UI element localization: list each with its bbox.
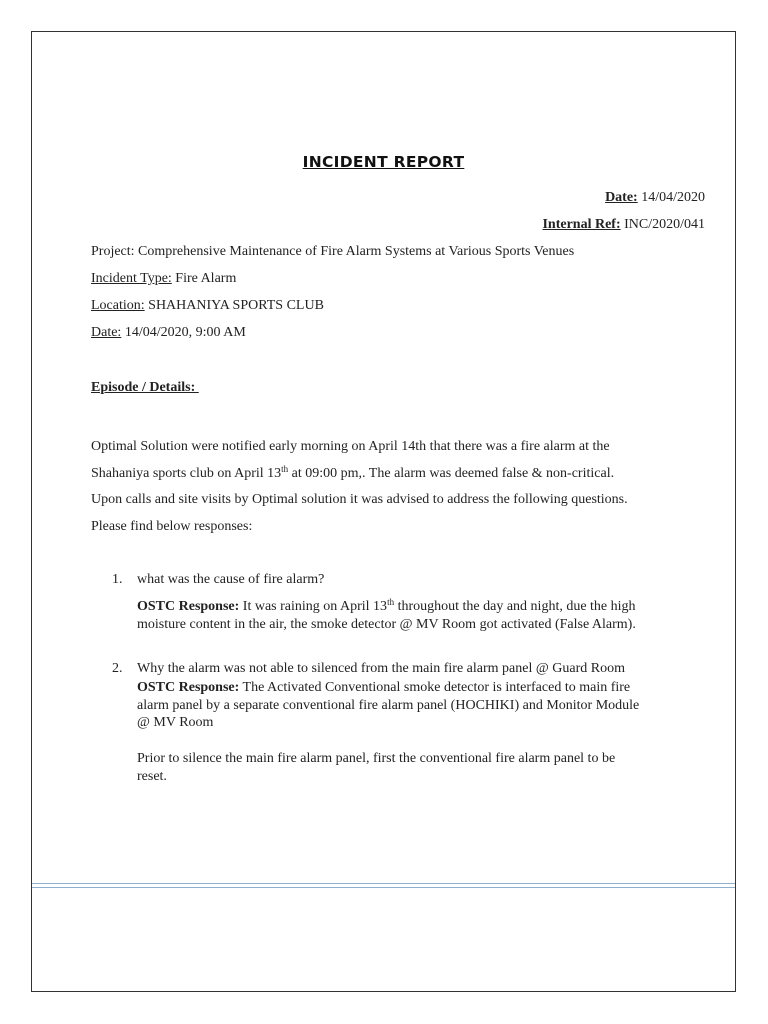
response-line: @ MV Room [137, 715, 214, 730]
location [91, 298, 324, 314]
section-heading: Episode / Details: [91, 380, 199, 395]
response-line: Prior to silence the main fire alarm panel, first the conventional fire alarm panel to be [137, 751, 616, 766]
para-line: Upon calls and site visits by Optimal solution it was advised to address the following questions. [91, 492, 628, 507]
incident-date-value: 14/04/2020, 9:00 AM [124, 325, 246, 340]
internal-ref [542, 217, 705, 233]
response-line: reset. [137, 768, 167, 784]
response-text: throughout the day and night, due the high [394, 599, 636, 614]
response-text: It was raining on April 13 [239, 599, 388, 614]
para-text: Shahaniya sports club on April 13 [91, 465, 282, 481]
superscript: th [387, 597, 395, 607]
response-line: moisture content in the air, the smoke detector @ MV Room got activated (False Alarm). [137, 616, 636, 632]
list-number: 1. [112, 572, 123, 587]
internal-ref-label: Internal Ref: [542, 217, 621, 232]
superscript: th [281, 463, 289, 474]
response-label: OSTC Response: [137, 680, 240, 695]
report-date-label: Date: [605, 190, 638, 205]
response-block [137, 598, 717, 633]
para-line: Please find below responses: [91, 518, 253, 534]
location-value: SHAHANIYA SPORTS CLUB [148, 298, 324, 313]
para-line: Optimal Solution were notified early morning on April 14th that there was a fire alarm at the [91, 439, 610, 454]
incident-type [91, 271, 236, 287]
details-paragraph [91, 434, 711, 540]
incident-date-label: Date: [91, 325, 122, 340]
response-text: The Activated Conventional smoke detector is interfaced to main fire [239, 680, 631, 695]
response-label: OSTC Response: [137, 599, 240, 614]
question-text: what was the cause of fire alarm? [137, 572, 325, 587]
response-line [137, 598, 717, 616]
incident-type-label: Incident Type: [91, 271, 172, 286]
project-line: Project: Comprehensive Maintenance of Fire Alarm Systems at Various Sports Venues [91, 244, 575, 259]
report-date-value: 14/04/2020 [641, 190, 705, 205]
incident-date [91, 325, 246, 341]
para-text: at 09:00 pm,. The alarm was deemed false & non-critical. [288, 465, 615, 481]
report-date [605, 190, 705, 206]
response-block [137, 750, 717, 785]
report-title: INCIDENT REPORT [302, 153, 465, 171]
response-block [137, 679, 717, 732]
list-number: 2. [112, 661, 123, 676]
para-line [91, 461, 711, 488]
incident-type-value: Fire Alarm [175, 271, 237, 286]
response-line [137, 679, 717, 697]
internal-ref-value: INC/2020/041 [624, 217, 705, 232]
question-text: Why the alarm was not able to silenced from the main fire alarm panel @ Guard Room [137, 661, 625, 676]
footer-divider [32, 883, 735, 888]
response-line: alarm panel by a separate conventional fire alarm panel (HOCHIKI) and Monitor Module [137, 697, 640, 713]
document-page [31, 31, 736, 992]
location-label: Location: [91, 298, 145, 313]
